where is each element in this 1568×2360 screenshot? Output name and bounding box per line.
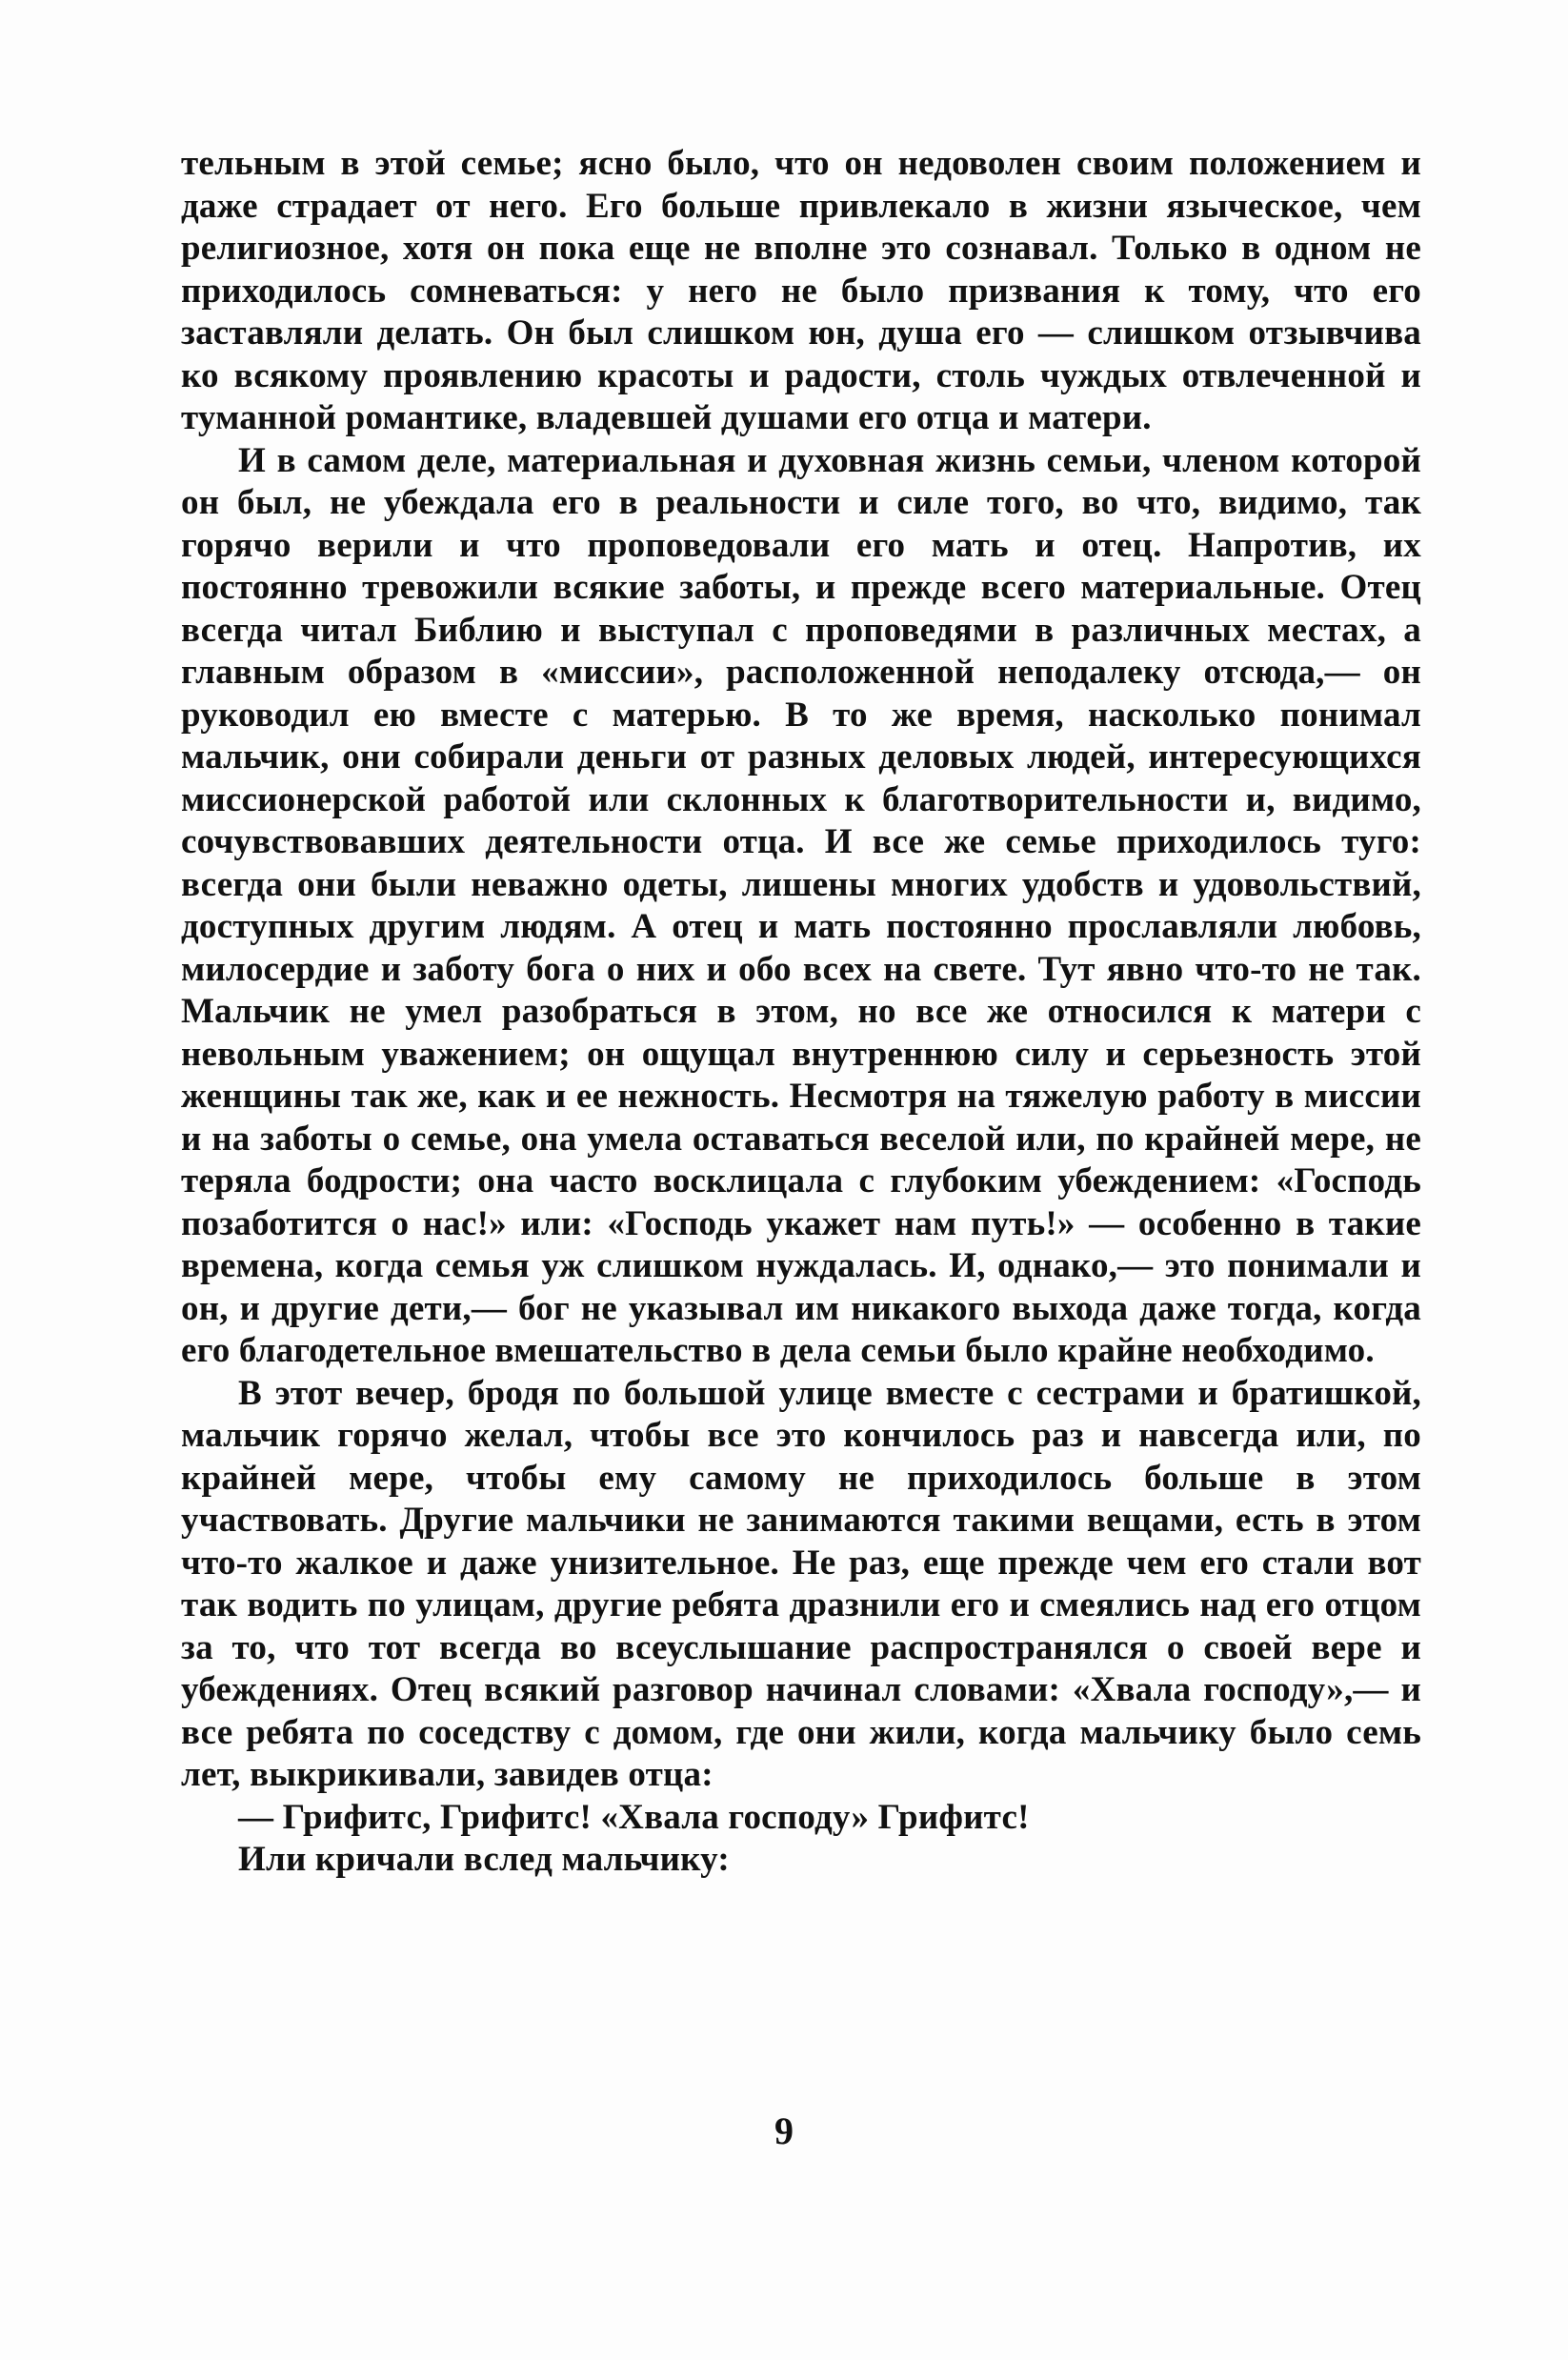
paragraph: И в самом деле, материальная и духовная жизнь семьи, членом которой он был, не убеждала его в реальности и силе того, во что, видимо, так горячо верили и что проповедовали его мать и отец. Напротив, их постоянно тревожили всякие заботы, и прежде всего материальные. Отец всегда читал Библию и выступал с проповедями в различных местах, а главным образом в «миссии», расположенной неподалеку отсюда,— он руководил ею вместе с матерью. В то же время, насколько понимал мальчик, они собирали деньги от разных деловых людей, интересующихся миссионерской работой или склонных к благотворительности и, видимо, сочувствовавших деятельности отца. И все же семье приходилось туго: всегда они были неважно одеты, лишены многих удобств и удовольствий, доступных другим людям. А отец и мать постоянно прославляли любовь, милосердие и заботу бога о них и обо всех на свете. Тут явно что-то не так. Мальчик не умел разобраться в этом, но все же относился к матери с невольным уважением; он ощущал внутреннюю силу и серьезность этой женщины так же, как и ее нежность. Несмотря на тяжелую работу в миссии и на заботы о семье, она умела оставаться веселой или, по крайней мере, не теряла бодрости; она часто восклицала с глубоким убеждением: «Господь позаботится о нас!» или: «Господь укажет нам путь!» — особенно в такие времена, когда семья уж слишком нуждалась. И, однако,— это понимали и он, и другие дети,— бог не указывал им никакого выхода даже тогда, когда его благодетельное вмешательство в дела семьи было крайне необходимо.	[181, 440, 1421, 1370]
paragraph-continued: тельным в этой семье; ясно было, что он недоволен своим положением и даже страдает от него. Его больше привлекало в жизни языческое, чем религиозное, хотя он пока еще не вполне это сознавал. Только в одном не приходилось сомневаться: у него не было призвания к тому, что его заставляли делать. Он был слишком юн, душа его — слишком отзывчива ко всякому проявлению красоты и радости, столь чуждых отвлеченной и туманной романтике, владевшей душами его отца и матери.	[181, 144, 1421, 437]
paragraph: В этот вечер, бродя по большой улице вместе с сестрами и братишкой, мальчик горячо желал, чтобы все это кончилось раз и навсегда или, по крайней мере, чтобы ему самому не приходилось больше в этом участвовать. Другие мальчики не занимаются такими вещами, есть в этом что-то жалкое и даже унизительное. Не раз, еще прежде чем его стали вот так водить по улицам, другие ребята дразнили его и смеялись над его отцом за то, что тот всегда во всеуслышание распространялся о своей вере и убеждениях. Отец всякий разговор начинал словами: «Хвала господу»,— и все ребята по соседству с домом, где они жили, когда мальчику было семь лет, выкрикивали, завидев отца:	[181, 1373, 1421, 1794]
page-text	[181, 143, 1421, 1882]
page-number: 9	[774, 2109, 794, 2152]
paragraph: Или кричали вслед мальчику:	[238, 1840, 730, 1879]
dialogue-line: — Грифитс, Грифитс! «Хвала господу» Грифитс!	[238, 1797, 1030, 1837]
